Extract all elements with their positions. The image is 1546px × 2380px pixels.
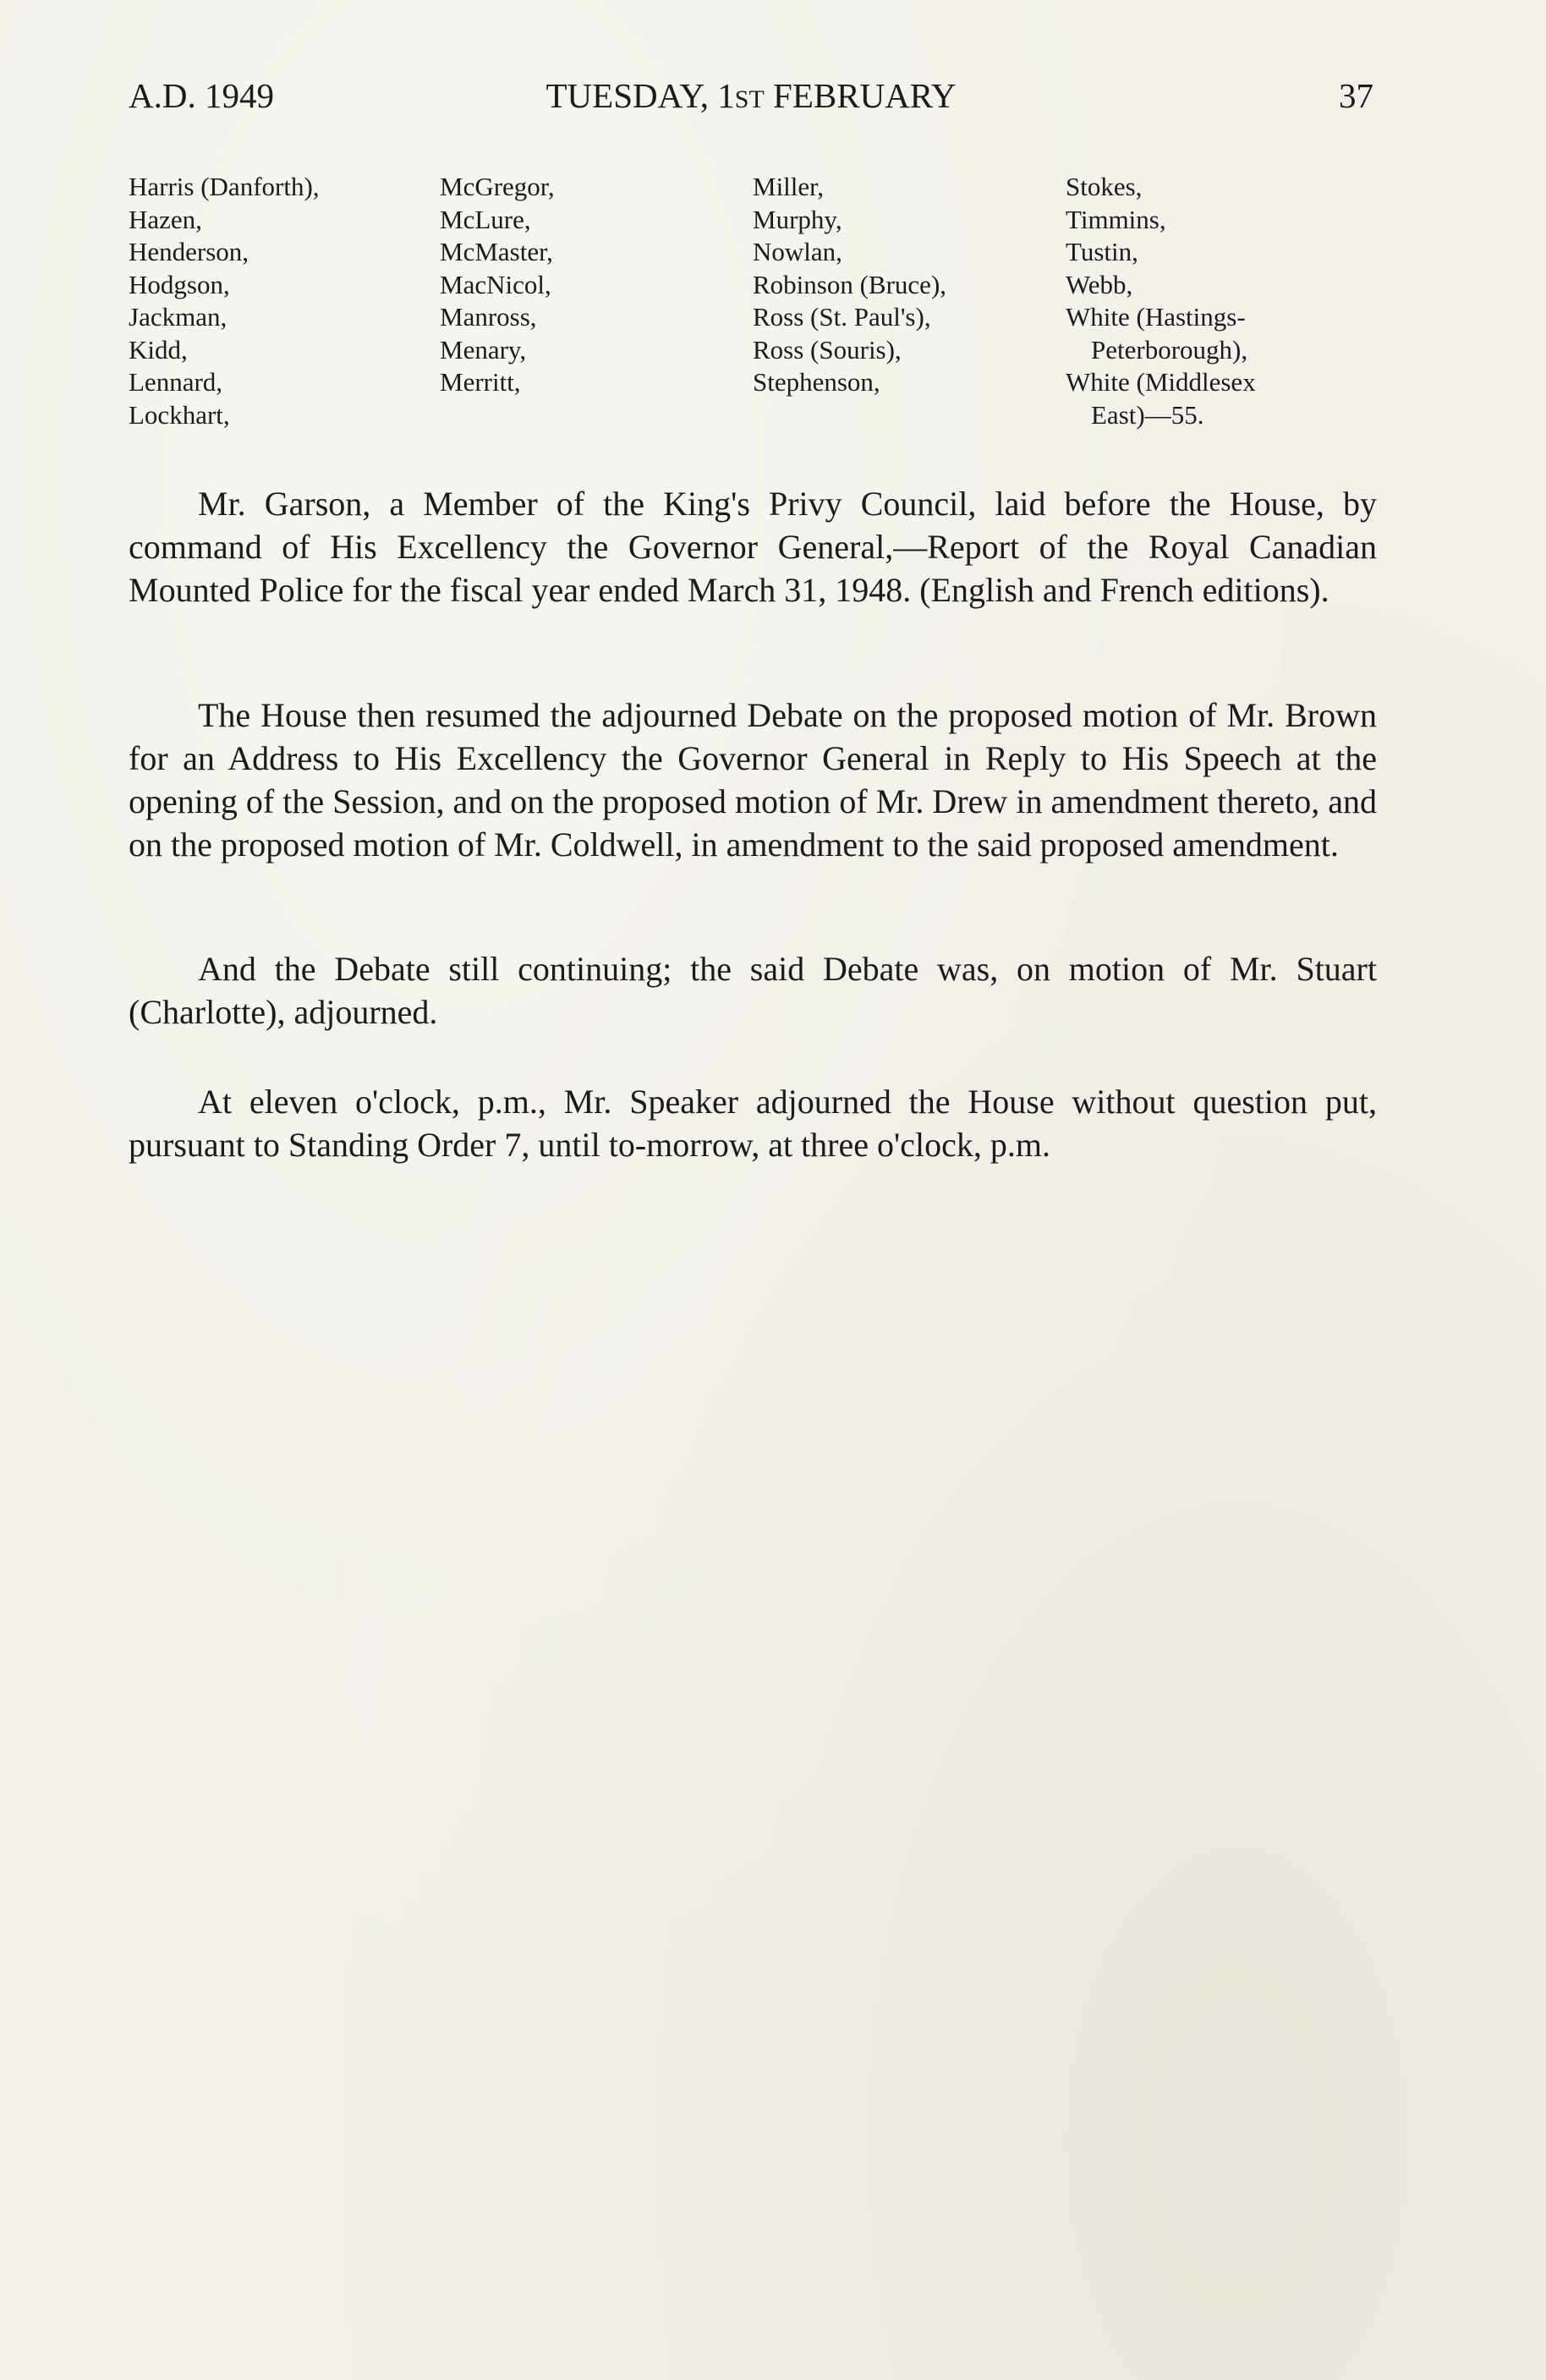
page-number: 37	[1339, 76, 1373, 115]
member-name: Manross,	[440, 302, 537, 332]
member-name: Stokes,	[1066, 172, 1143, 201]
header-date	[129, 74, 1373, 121]
names-column-4	[1066, 171, 1256, 431]
names-column-1	[129, 171, 320, 431]
member-name: Menary,	[440, 334, 527, 365]
member-name: McLure,	[440, 204, 531, 234]
member-name: Miller,	[753, 172, 824, 201]
member-name: Timmins,	[1066, 204, 1166, 234]
names-column-3	[753, 171, 946, 399]
member-name: Merritt,	[440, 367, 521, 397]
member-name: Tustin,	[1066, 237, 1138, 266]
names-column-2	[440, 171, 555, 399]
member-name: Ross (St. Paul's),	[753, 302, 931, 332]
header-date-suffix: FEBRUARY	[764, 76, 957, 115]
member-name: Stephenson,	[753, 367, 880, 397]
member-name: Lockhart,	[129, 399, 230, 430]
member-name: Henderson,	[129, 237, 249, 266]
member-name: Ross (Souris),	[753, 334, 902, 365]
member-name: Robinson (Bruce),	[753, 269, 947, 299]
member-name: MacNicol,	[440, 269, 551, 299]
header-date-ordinal: ST	[734, 85, 765, 113]
member-name: White (Middlesex	[1066, 367, 1256, 397]
member-name: Harris (Danforth),	[129, 172, 320, 201]
member-name: McGregor,	[440, 172, 555, 201]
member-name: Hazen,	[129, 204, 202, 234]
header-date-prefix: TUESDAY, 1	[545, 76, 735, 115]
member-name: White (Hastings-	[1066, 302, 1246, 332]
paragraph-debate-adjourned: And the Debate still continuing; the said Debate was, on motion of Mr. Stuart (Charlotte), adjourned.	[129, 950, 1377, 1031]
paragraph-report-tabled: Mr. Garson, a Member of the King's Privy Council, laid before the House, by command of His Excellency the Governor General,—Report of the Royal Canadian Mounted Police for the fiscal year ended March 31, 1948. (English and French editions).	[129, 485, 1377, 609]
member-name: Webb,	[1066, 269, 1133, 299]
member-name: Nowlan,	[753, 237, 842, 266]
paragraph-house-adjourned: At eleven o'clock, p.m., Mr. Speaker adjourned the House without question put, pursuant to Standing Order 7, until to-morrow, at three o'clock, p.m.	[129, 1083, 1377, 1164]
vote-total: East)—55.	[1091, 399, 1204, 430]
member-name: Hodgson,	[129, 269, 230, 299]
member-name: Kidd,	[129, 334, 188, 365]
page-header	[129, 74, 1373, 117]
member-name: Murphy,	[753, 204, 842, 234]
member-name: Lennard,	[129, 367, 223, 397]
header-year: A.D. 1949	[129, 76, 274, 115]
member-name: Peterborough),	[1091, 334, 1248, 365]
paragraph-debate-resumed: The House then resumed the adjourned Debate on the proposed motion of Mr. Brown for an Address to His Excellency the Governor General in Reply to His Speech at the opening of the Session, and on the proposed motion of Mr. Drew in amendment thereto, and on the proposed motion of Mr. Coldwell, in amendment to the said proposed amendment.	[129, 696, 1377, 864]
member-name: McMaster,	[440, 237, 553, 266]
member-name: Jackman,	[129, 302, 228, 332]
